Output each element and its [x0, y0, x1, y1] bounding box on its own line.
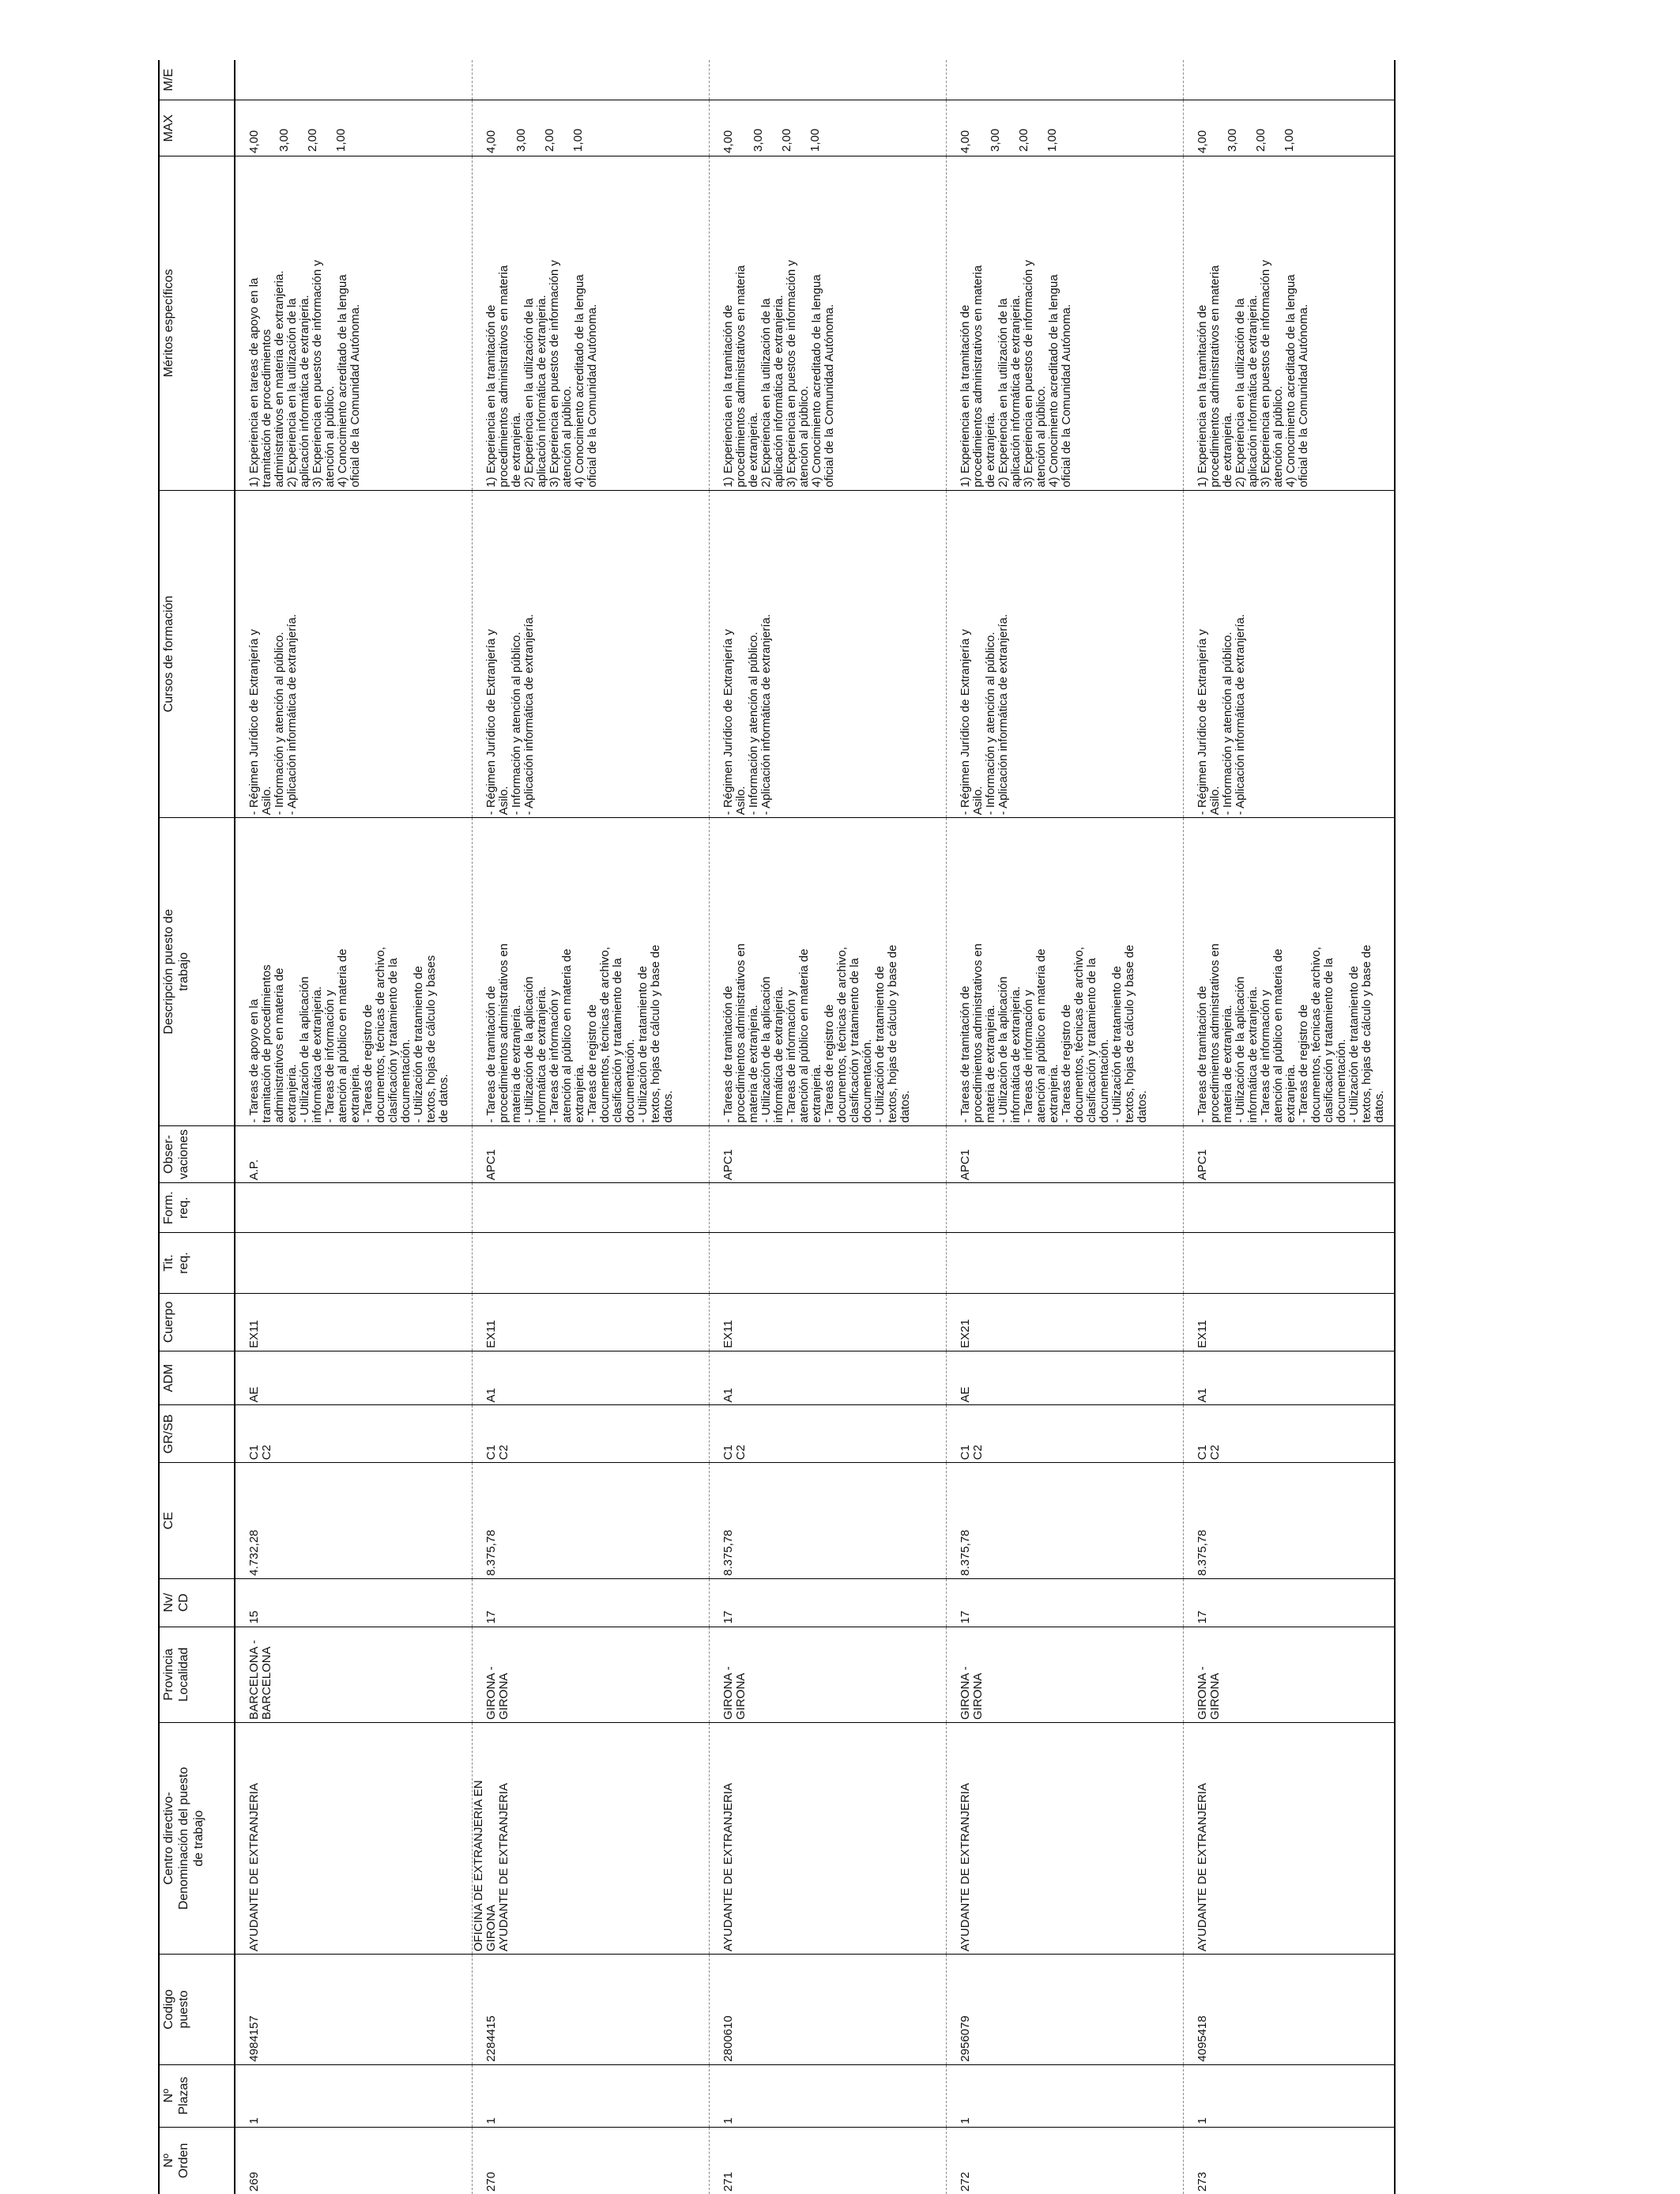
- header-formacion: Form. req.: [159, 1183, 235, 1233]
- cell-me: [472, 60, 709, 100]
- header-observaciones: Obser- vaciones: [159, 1125, 235, 1183]
- cell-formacion: [709, 1183, 946, 1233]
- cell-max: [1183, 100, 1395, 156]
- cell-nivel: 15: [235, 1578, 472, 1627]
- cell-adm: A1: [1183, 1351, 1395, 1405]
- max-score: 4,00: [958, 130, 972, 153]
- cell-meritos: 1) Experiencia en la tramitación de procedimientos administrativos en materia de extranjeria. 2) Experiencia en la utilización de la aplicación informática de extranjeria. 3) Experiencia en puestos de información y atención al público. 4) Conocimiento acreditado de la lengua oficial de la Comunidad Autónoma.: [1183, 156, 1395, 490]
- cell-plazas: 1: [235, 2064, 472, 2127]
- cell-cursos: - Régimen Jurídico de Extranjería y Asilo. - Información y atención al público. - Aplicación informática de extranjería.: [472, 490, 709, 818]
- cell-centro: [1183, 1722, 1395, 1954]
- header-meritos: Méritos específicos: [159, 156, 235, 490]
- cell-adm: AE: [946, 1351, 1183, 1405]
- cell-grupo: C1 C2: [235, 1405, 472, 1463]
- header-cuerpo: Cuerpo: [159, 1293, 235, 1351]
- cell-max: [235, 100, 472, 156]
- header-max: MAX: [159, 100, 235, 156]
- cell-provincia: BARCELONA - BARCELONA: [235, 1627, 472, 1722]
- header-plazas: Nº Plazas: [159, 2064, 235, 2127]
- cell-cursos: - Régimen Jurídico de Extranjería y Asilo. - Información y atención al público. - Aplicación informática de extranjería.: [1183, 490, 1395, 818]
- cell-descripcion: - Tareas de tramitación de procedimientos administrativos en materia de extranjeria. - Utilización de la aplicación informática de extranjeria. - Tareas de información y atención al público en materia de extranjeria. - Tareas de registro de documentos, técnicas de archivo, clasificación y tratamiento de la documentación. - Utilización de tratamiento de textos, hojas de cálculo y base de datos.: [1183, 818, 1395, 1125]
- cell-plazas: 1: [946, 2064, 1183, 2127]
- max-score: 1,00: [571, 128, 585, 152]
- cell-provincia: GIRONA - GIRONA: [946, 1627, 1183, 1722]
- header-centro: Centro directivo- Denominación del puesto de trabajo: [159, 1722, 235, 1954]
- header-ce: CE: [159, 1463, 235, 1579]
- cell-meritos: 1) Experiencia en tareas de apoyo en la tramitación de procedimientos administrativos en materia de extranjeria. 2) Experiencia en la utilización de la aplicación informática de extranjeria. 3) Experiencia en puestos de información y atención al público. 4) Conocimiento acreditado de la lengua oficial de la Comunidad Autónoma.: [235, 156, 472, 490]
- cell-cursos: - Régimen Jurídico de Extranjería y Asilo. - Información y atención al público. - Aplicación informática de extranjería.: [235, 490, 472, 818]
- cell-adm: A1: [709, 1351, 946, 1405]
- cell-cuerpo: EX11: [235, 1293, 472, 1351]
- cell-nivel: 17: [472, 1578, 709, 1627]
- cell-ce: 8.375,78: [946, 1463, 1183, 1579]
- max-score: 1,00: [1045, 128, 1059, 152]
- max-score: 4,00: [1195, 130, 1209, 153]
- puesto-name: AYUDANTE DE EXTRANJERIA: [496, 1783, 510, 1952]
- cell-me: [1183, 60, 1395, 100]
- cell-formacion: [472, 1183, 709, 1233]
- cell-codigo: 2284415: [472, 1955, 709, 2065]
- table-row: [709, 60, 946, 2194]
- max-score: 4,00: [721, 130, 735, 153]
- cell-adm: AE: [235, 1351, 472, 1405]
- cell-meritos: 1) Experiencia en la tramitación de procedimientos administrativos en materia de extranjeria. 2) Experiencia en la utilización de la aplicación informática de extranjeria. 3) Experiencia en puestos de información y atención al público. 4) Conocimiento acreditado de la lengua oficial de la Comunidad Autónoma.: [709, 156, 946, 490]
- cell-me: [946, 60, 1183, 100]
- cell-centro: [709, 1722, 946, 1954]
- puesto-name: AYUDANTE DE EXTRANJERIA: [247, 1783, 261, 1952]
- cell-centro: [472, 1722, 709, 1954]
- cell-plazas: 1: [472, 2064, 709, 2127]
- header-grupo: GR/SB: [159, 1405, 235, 1463]
- cell-codigo: 4095418: [1183, 1955, 1395, 2065]
- cell-centro: [235, 1722, 472, 1954]
- cell-me: [235, 60, 472, 100]
- cell-descripcion: - Tareas de apoyo en la tramitación de procedimientos administrativos en materia de extranjeria. - Utilización de la aplicación informática de extranjeria. - Tareas de información y atención al público en materia de extranjeria. - Tareas de registro de documentos, técnicas de archivo, clasificación y tratamiento de la documentación. - Utilización de tratamiento de textos, hojas de cálculo y bases de datos.: [235, 818, 472, 1125]
- cell-me: [709, 60, 946, 100]
- cell-centro: [946, 1722, 1183, 1954]
- cell-cursos: - Régimen Jurídico de Extranjería y Asilo. - Información y atención al público. - Aplicación informática de extranjería.: [946, 490, 1183, 818]
- cell-grupo: C1 C2: [1183, 1405, 1395, 1463]
- max-score: 2,00: [542, 128, 556, 152]
- cell-descripcion: - Tareas de tramitación de procedimientos administrativos en materia de extranjeria. - Utilización de la aplicación informática de extranjeria. - Tareas de información y atención al público en materia de extranjeria. - Tareas de registro de documentos, técnicas de archivo, clasificación y tratamiento de la documentación. - Utilización de tratamiento de textos, hojas de cálculo y base de datos.: [472, 818, 709, 1125]
- max-score: 1,00: [808, 128, 822, 152]
- cell-descripcion: - Tareas de tramitación de procedimientos administrativos en materia de extranjeria. - Utilización de la aplicación informática de extranjeria. - Tareas de información y atención al público en materia de extranjeria. - Tareas de registro de documentos, técnicas de archivo, clasificación y tratamiento de la documentación. - Utilización de tratamiento de textos, hojas de cálculo y base de datos.: [946, 818, 1183, 1125]
- table-row: [946, 60, 1183, 2194]
- cell-nivel: 17: [946, 1578, 1183, 1627]
- centro-directivo-name: OFICINA DE EXTRANJERIA EN GIRONA: [472, 1780, 498, 1952]
- cell-observaciones: APC1: [946, 1125, 1183, 1183]
- cell-meritos: 1) Experiencia en la tramitación de procedimientos administrativos en materia de extranjeria. 2) Experiencia en la utilización de la aplicación informática de extranjeria. 3) Experiencia en puestos de información y atención al público. 4) Conocimiento acreditado de la lengua oficial de la Comunidad Autónoma.: [472, 156, 709, 490]
- cell-plazas: 1: [709, 2064, 946, 2127]
- cell-titulacion: [946, 1233, 1183, 1294]
- max-score: 2,00: [779, 128, 793, 152]
- cell-orden: 273: [1183, 2127, 1395, 2194]
- cell-provincia: GIRONA - GIRONA: [1183, 1627, 1395, 1722]
- max-score: 3,00: [514, 128, 528, 152]
- cell-cuerpo: EX11: [709, 1293, 946, 1351]
- table-row: [235, 60, 472, 2194]
- cell-grupo: C1 C2: [472, 1405, 709, 1463]
- cell-observaciones: APC1: [472, 1125, 709, 1183]
- cell-observaciones: A.P.: [235, 1125, 472, 1183]
- cell-cursos: - Régimen Jurídico de Extranjería y Asilo. - Información y atención al público. - Aplicación informática de extranjería.: [709, 490, 946, 818]
- cell-orden: 270: [472, 2127, 709, 2194]
- cell-orden: 269: [235, 2127, 472, 2194]
- header-cursos: Cursos de formación: [159, 490, 235, 818]
- puesto-name: AYUDANTE DE EXTRANJERIA: [721, 1783, 735, 1952]
- header-adm: ADM: [159, 1351, 235, 1405]
- cell-cuerpo: EX11: [472, 1293, 709, 1351]
- max-score: 2,00: [306, 128, 319, 152]
- max-score: 2,00: [1253, 128, 1268, 152]
- cell-observaciones: APC1: [709, 1125, 946, 1183]
- header-orden: Nº Orden: [159, 2127, 235, 2194]
- header-me: M/E: [159, 60, 235, 100]
- cell-ce: 8.375,78: [1183, 1463, 1395, 1579]
- cell-grupo: C1 C2: [709, 1405, 946, 1463]
- cell-ce: 4.732,28: [235, 1463, 472, 1579]
- max-score: 3,00: [751, 128, 765, 152]
- cell-orden: 271: [709, 2127, 946, 2194]
- cell-adm: A1: [472, 1351, 709, 1405]
- max-score: 4,00: [484, 130, 498, 153]
- cell-plazas: 1: [1183, 2064, 1395, 2127]
- cell-ce: 8.375,78: [472, 1463, 709, 1579]
- rotated-table-container: [158, 60, 1522, 2194]
- cell-codigo: 4984157: [235, 1955, 472, 2065]
- cell-nivel: 17: [1183, 1578, 1395, 1627]
- cell-codigo: 2800610: [709, 1955, 946, 2065]
- header-provincia: Provincia Localidad: [159, 1627, 235, 1722]
- cell-provincia: GIRONA - GIRONA: [472, 1627, 709, 1722]
- cell-titulacion: [1183, 1233, 1395, 1294]
- max-score: 3,00: [1225, 128, 1239, 152]
- cell-nivel: 17: [709, 1578, 946, 1627]
- cell-cuerpo: EX11: [1183, 1293, 1395, 1351]
- cell-observaciones: APC1: [1183, 1125, 1395, 1183]
- cell-descripcion: - Tareas de tramitación de procedimientos administrativos en materia de extranjeria. - Utilización de la aplicación informática de extranjeria. - Tareas de información y atención al público en materia de extranjeria. - Tareas de registro de documentos, técnicas de archivo, clasificación y tratamiento de la documentación. - Utilización de tratamiento de textos, hojas de cálculo y base de datos.: [709, 818, 946, 1125]
- cell-cuerpo: EX21: [946, 1293, 1183, 1351]
- cell-max: [946, 100, 1183, 156]
- cell-titulacion: [472, 1233, 709, 1294]
- cell-codigo: 2956079: [946, 1955, 1183, 2065]
- max-score: 4,00: [247, 130, 261, 153]
- header-titulacion: Tit. req.: [159, 1233, 235, 1294]
- cell-formacion: [1183, 1183, 1395, 1233]
- cell-orden: 272: [946, 2127, 1183, 2194]
- header-descripcion: Descripción puesto de trabajo: [159, 818, 235, 1125]
- job-positions-table: [158, 60, 1396, 2194]
- header-codigo: Codigo puesto: [159, 1955, 235, 2065]
- table-row: [472, 60, 709, 2194]
- cell-grupo: C1 C2: [946, 1405, 1183, 1463]
- cell-meritos: 1) Experiencia en la tramitación de procedimientos administrativos en materia de extranjeria. 2) Experiencia en la utilización de la aplicación informática de extranjeria. 3) Experiencia en puestos de información y atención al público. 4) Conocimiento acreditado de la lengua oficial de la Comunidad Autónoma.: [946, 156, 1183, 490]
- puesto-name: AYUDANTE DE EXTRANJERIA: [1195, 1783, 1209, 1952]
- puesto-name: AYUDANTE DE EXTRANJERIA: [958, 1783, 972, 1952]
- header-nivel: Nv/ CD: [159, 1578, 235, 1627]
- table-header-row: [159, 60, 235, 2194]
- table-row: [1183, 60, 1395, 2194]
- max-score: 3,00: [277, 128, 291, 152]
- cell-ce: 8.375,78: [709, 1463, 946, 1579]
- max-score: 1,00: [334, 128, 348, 152]
- cell-titulacion: [235, 1233, 472, 1294]
- cell-titulacion: [709, 1233, 946, 1294]
- max-score: 3,00: [988, 128, 1002, 152]
- cell-provincia: GIRONA - GIRONA: [709, 1627, 946, 1722]
- cell-formacion: [946, 1183, 1183, 1233]
- cell-max: [472, 100, 709, 156]
- max-score: 1,00: [1282, 128, 1296, 152]
- cell-formacion: [235, 1183, 472, 1233]
- cell-max: [709, 100, 946, 156]
- max-score: 2,00: [1016, 128, 1030, 152]
